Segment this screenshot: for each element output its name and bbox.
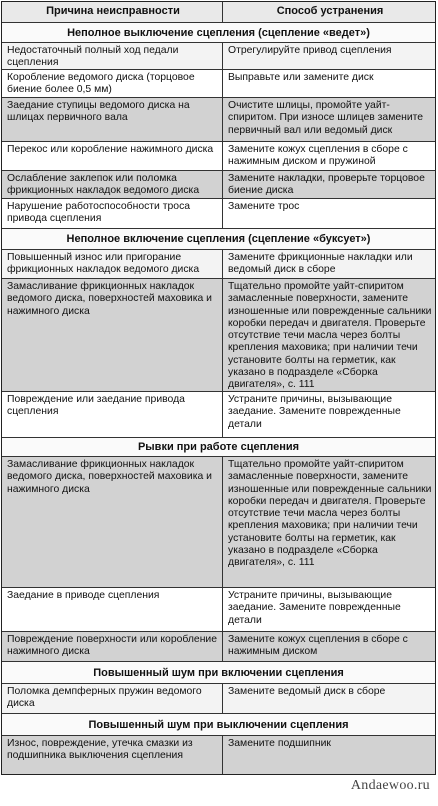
remedy-cell: Замените фрикционные накладки или ведомый диск в сборе <box>228 252 413 276</box>
cause-cell: Заедание в приводе сцепления <box>2 588 223 631</box>
table-row <box>2 632 435 662</box>
table-row <box>2 736 435 774</box>
table-row <box>2 250 435 279</box>
cause-cell: Нарушение работоспособности троса привода сцепления <box>2 199 223 228</box>
remedy-cell: Очистите шлицы, промойте уайт-спиритом. При износе шлицев замените первичный вал или ведомый диск <box>228 100 424 136</box>
remedy-cell: Замените подшипник <box>228 738 331 749</box>
cause-cell: Износ, повреждение, утечка смазки из подшипника выключения сцепления <box>2 736 223 774</box>
cause-cell: Недостаточный полный ход педали сцепления <box>2 43 223 69</box>
remedy-cell: Выправьте или замените диск <box>228 72 374 83</box>
table-row <box>2 142 435 171</box>
remedy-cell: Замените ведомый диск в сборе <box>228 686 386 697</box>
table-row <box>2 279 435 392</box>
table-row <box>2 199 435 229</box>
cause-cell: Повреждение поверхности или коробление нажимного диска <box>2 632 223 661</box>
cause-cell: Ослабление заклепок или поломка фрикционных накладок ведомого диска <box>2 171 223 198</box>
cause-cell: Замасливание фрикционных накладок ведомого диска, поверхностей маховика и нажимного диска <box>2 279 223 391</box>
cause-cell: Коробление ведомого диска (торцовое биение более 0,5 мм) <box>2 70 223 97</box>
remedy-cell: Замените трос <box>228 201 300 212</box>
fault-table <box>1 1 436 775</box>
cause-cell: Перекос или коробление нажимного диска <box>2 142 223 170</box>
section-title: Неполное выключение сцепления (сцепление «ведет») <box>2 23 435 43</box>
section-title: Повышенный шум при выключении сцепления <box>2 714 435 736</box>
table-row <box>2 98 435 142</box>
table-row <box>2 70 435 98</box>
table-header <box>2 2 435 23</box>
remedy-cell: Устраните причины, вызывающие заедание. Замените поврежденные детали <box>228 394 401 430</box>
watermark: Andaewoo.ru <box>350 778 430 793</box>
section-title: Рывки при работе сцепления <box>2 438 435 457</box>
header-remedy: Способ устранения <box>276 5 384 17</box>
cause-cell: Повреждение или заедание привода сцепления <box>2 392 223 437</box>
remedy-cell: Отрегулируйте привод сцепления <box>228 45 392 56</box>
header-cause: Причина неисправности <box>2 2 223 22</box>
cause-cell: Поломка демпферных пружин ведомого диска <box>2 684 223 713</box>
cause-cell: Повышенный износ или пригорание фрикционных накладок ведомого диска <box>2 250 223 278</box>
cause-cell: Замасливание фрикционных накладок ведомого диска, поверхностей маховика и нажимного диска <box>2 457 223 587</box>
remedy-cell: Замените накладки, проверьте торцовое биение диска <box>228 173 425 197</box>
table-row <box>2 392 435 438</box>
remedy-cell: Тщательно промойте уайт-спиритом замасленные поверхности, замените изношенные или поврежденные сальники коробки передач и двигателя. Проверьте отсутствие течи масла через болты крепления маховика; при наличии течи установите болты на герметик, как указано в подразделе «Сборка двигателя», с. 111 <box>228 281 432 391</box>
table-row <box>2 171 435 199</box>
section-title: Неполное включение сцепления (сцепление «буксует») <box>2 229 435 250</box>
remedy-cell: Тщательно промойте уайт-спиритом замасленные поверхности, замените изношенные или поврежденные сальники коробки передач и двигателя. Проверьте отсутствие течи масла через болты крепления маховика; при наличии течи установите болты на герметик, как указано в подразделе «Сборка двигателя», с. 111 <box>228 459 432 569</box>
table-row <box>2 588 435 632</box>
table-row <box>2 457 435 588</box>
table-row <box>2 684 435 714</box>
table-row <box>2 43 435 70</box>
remedy-cell: Замените кожух сцепления в сборе с нажимным диском <box>228 634 408 658</box>
section-title: Повышенный шум при включении сцепления <box>2 662 435 684</box>
cause-cell: Заедание ступицы ведомого диска на шлицах первичного вала <box>2 98 223 141</box>
remedy-cell: Замените кожух сцепления в сборе с нажимным диском и пружиной <box>228 144 408 168</box>
remedy-cell: Устраните причины, вызывающие заедание. Замените поврежденные детали <box>228 590 401 626</box>
